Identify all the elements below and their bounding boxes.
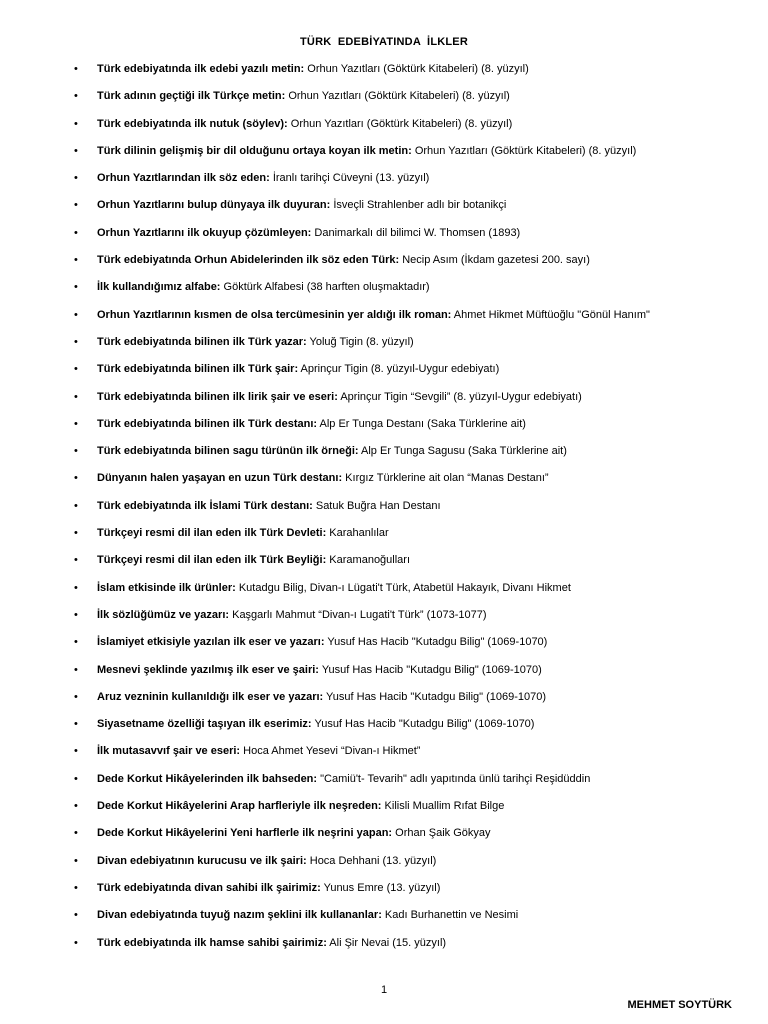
item-answer: Yusuf Has Hacib "Kutadgu Bilig" (1069-1070): [311, 718, 535, 731]
bullet-icon: •: [74, 690, 78, 703]
bullet-icon: •: [74, 254, 78, 267]
bullet-icon: •: [74, 499, 78, 512]
facts-list: [0, 62, 768, 963]
list-item: [0, 308, 768, 335]
list-item: [0, 799, 768, 826]
item-term: Türk edebiyatında ilk edebi yazılı metin:: [97, 63, 305, 75]
bullet-icon: •: [74, 363, 78, 376]
bullet-icon: •: [74, 881, 78, 894]
item-answer: Orhun Yazıtları (Göktürk Kitabeleri) (8. yüzyıl): [285, 90, 510, 103]
bullet-icon: •: [74, 417, 78, 430]
item-text: [97, 362, 499, 376]
item-text: [97, 471, 549, 485]
item-answer: Ali Şir Nevai (15. yüzyıl): [326, 936, 447, 949]
item-answer: Yusuf Has Hacib "Kutadgu Bilig" (1069-1070): [323, 690, 547, 703]
list-item: [0, 144, 768, 171]
list-item: [0, 826, 768, 853]
list-item: [0, 62, 768, 89]
item-term: Dede Korkut Hikâyelerini Yeni harflerle ilk neşrini yapan:: [97, 827, 393, 840]
item-text: [97, 717, 534, 731]
item-text: [97, 744, 420, 758]
bullet-icon: •: [74, 581, 78, 594]
item-text: [97, 89, 510, 103]
item-term: Aruz vezninin kullanıldığı ilk eser ve yazarı:: [97, 690, 324, 703]
list-item: [0, 198, 768, 225]
bullet-icon: •: [74, 636, 78, 649]
item-text: [97, 417, 526, 431]
item-term: Türk edebiyatında ilk nutuk (söylev):: [97, 117, 288, 130]
item-answer: Necip Asım (İkdam gazetesi 200. sayı): [399, 254, 590, 267]
bullet-icon: •: [74, 554, 78, 567]
bullet-icon: •: [74, 390, 78, 403]
list-item: [0, 744, 768, 771]
item-answer: İsveçli Strahlenber adlı bir botanikçi: [330, 199, 507, 212]
item-term: Türk edebiyatında ilk hamse sahibi şairimiz:: [97, 936, 327, 949]
item-text: [97, 117, 512, 131]
bullet-icon: •: [74, 445, 78, 458]
item-answer: "Camiü't- Tevarih" adlı yapıtında ünlü tarihçi Reşidüddin: [317, 772, 591, 785]
item-term: Türk adının geçtiği ilk Türkçe metin:: [97, 90, 286, 103]
item-term: Divan edebiyatında tuyuğ nazım şeklini ilk kullananlar:: [97, 909, 382, 922]
item-text: [97, 308, 650, 322]
list-item: [0, 253, 768, 280]
item-answer: Orhun Yazıtları (Göktürk Kitabeleri) (8. yüzyıl): [304, 63, 529, 75]
item-text: [97, 826, 491, 840]
list-item: [0, 280, 768, 307]
bullet-icon: •: [74, 226, 78, 239]
list-item: [0, 908, 768, 935]
list-item: [0, 390, 768, 417]
item-term: Türk edebiyatında Orhun Abidelerinden ilk söz eden Türk:: [97, 254, 400, 267]
item-term: Türk edebiyatında bilinen sagu türünün ilk örneği:: [97, 445, 359, 458]
item-answer: Yunus Emre (13. yüzyıl): [320, 881, 441, 894]
item-answer: Orhun Yazıtları (Göktürk Kitabeleri) (8. yüzyıl): [411, 144, 637, 157]
item-term: İlk sözlüğümüz ve yazarı:: [97, 608, 230, 621]
bullet-icon: •: [74, 827, 78, 840]
item-answer: Kırgız Türklerine ait olan “Manas Destanı”: [342, 472, 549, 485]
item-answer: Karahanlılar: [326, 527, 389, 540]
item-text: [97, 62, 529, 76]
item-text: [97, 663, 542, 677]
item-answer: Kutadgu Bilig, Divan-ı Lügati't Türk, Atabetül Hakayık, Divanı Hikmet: [235, 581, 571, 594]
bullet-icon: •: [74, 63, 78, 75]
item-term: Türkçeyi resmi dil ilan eden ilk Türk Devleti:: [97, 527, 327, 540]
item-text: [97, 390, 582, 404]
item-answer: Aprinçur Tigin “Sevgili” (8. yüzyıl-Uygur edebiyatı): [337, 390, 582, 403]
item-text: [97, 499, 441, 513]
page-title: TÜRK EDEBİYATINDA İLKLER: [300, 36, 468, 48]
list-item: [0, 854, 768, 881]
item-answer: Ahmet Hikmet Müftüoğlu "Gönül Hanım": [451, 308, 650, 321]
list-item: [0, 117, 768, 144]
item-term: İslam etkisinde ilk ürünler:: [97, 581, 236, 594]
item-answer: Hoca Dehhani (13. yüzyıl): [306, 854, 437, 867]
list-item: [0, 663, 768, 690]
page-number: 1: [380, 984, 388, 996]
item-term: Divan edebiyatının kurucusu ve ilk şairi:: [97, 854, 307, 867]
list-item: [0, 936, 768, 963]
item-answer: Karamanoğulları: [326, 554, 411, 567]
item-text: [97, 908, 518, 922]
item-term: Orhun Yazıtlarını bulup dünyaya ilk duyuran:: [97, 199, 331, 212]
list-item: [0, 772, 768, 799]
bullet-icon: •: [74, 90, 78, 103]
item-answer: Kaşgarlı Mahmut “Divan-ı Lugati't Türk” (1073-1077): [229, 608, 487, 621]
item-answer: Yusuf Has Hacib "Kutadgu Bilig" (1069-1070): [324, 636, 548, 649]
bullet-icon: •: [74, 117, 78, 130]
list-item: [0, 89, 768, 116]
item-answer: Aprinçur Tigin (8. yüzyıl-Uygur edebiyatı): [298, 363, 500, 376]
item-text: [97, 799, 504, 813]
item-text: [97, 608, 487, 622]
item-answer: Satuk Buğra Han Destanı: [312, 499, 441, 512]
item-answer: Alp Er Tunga Destanı (Saka Türklerine ait): [317, 417, 526, 430]
bullet-icon: •: [74, 172, 78, 185]
item-text: [97, 144, 636, 158]
item-term: İslamiyet etkisiyle yazılan ilk eser ve yazarı:: [97, 636, 325, 649]
list-item: [0, 471, 768, 498]
bullet-icon: •: [74, 745, 78, 758]
author-name: MEHMET SOYTÜRK: [627, 999, 732, 1011]
item-term: İlk kullandığımız alfabe:: [97, 281, 221, 294]
bullet-icon: •: [74, 663, 78, 676]
item-term: Orhun Yazıtlarından ilk söz eden:: [97, 172, 270, 185]
item-answer: Kilisli Muallim Rıfat Bilge: [381, 800, 505, 813]
item-term: Türk dilinin gelişmiş bir dil olduğunu ortaya koyan ilk metin:: [97, 144, 412, 157]
list-item: [0, 335, 768, 362]
bullet-icon: •: [74, 472, 78, 485]
item-answer: Yusuf Has Hacib "Kutadgu Bilig" (1069-1070): [318, 663, 542, 676]
bullet-icon: •: [74, 199, 78, 212]
list-item: [0, 444, 768, 471]
list-item: [0, 881, 768, 908]
item-term: Türkçeyi resmi dil ilan eden ilk Türk Beyliği:: [97, 554, 327, 567]
item-term: Orhun Yazıtlarını ilk okuyup çözümleyen:: [97, 226, 312, 239]
bullet-icon: •: [74, 936, 78, 949]
bullet-icon: •: [74, 909, 78, 922]
list-item: [0, 226, 768, 253]
item-term: Türk edebiyatında bilinen ilk Türk destanı:: [97, 417, 318, 430]
bullet-icon: •: [74, 772, 78, 785]
list-item: [0, 690, 768, 717]
bullet-icon: •: [74, 608, 78, 621]
item-text: [97, 253, 590, 267]
list-item: [0, 171, 768, 198]
item-text: [97, 772, 590, 786]
list-item: [0, 608, 768, 635]
item-answer: Yoluğ Tigin (8. yüzyıl): [306, 335, 414, 348]
list-item: [0, 362, 768, 389]
item-answer: Alp Er Tunga Sagusu (Saka Türklerine ait): [358, 445, 567, 458]
bullet-icon: •: [74, 527, 78, 540]
bullet-icon: •: [74, 718, 78, 731]
item-text: [97, 198, 506, 212]
list-item: [0, 717, 768, 744]
item-answer: Kadı Burhanettin ve Nesimi: [381, 909, 519, 922]
list-item: [0, 581, 768, 608]
list-item: [0, 499, 768, 526]
item-text: [97, 690, 546, 704]
bullet-icon: •: [74, 281, 78, 294]
item-answer: İranlı tarihçi Cüveyni (13. yüzyıl): [269, 172, 430, 185]
item-term: Mesnevi şeklinde yazılmış ilk eser ve şairi:: [97, 663, 319, 676]
list-item: [0, 635, 768, 662]
item-answer: Göktürk Alfabesi (38 harften oluşmaktadır): [220, 281, 430, 294]
item-term: Türk edebiyatında bilinen ilk Türk yazar:: [97, 335, 307, 348]
bullet-icon: •: [74, 144, 78, 157]
item-text: [97, 171, 429, 185]
list-item: [0, 417, 768, 444]
item-text: [97, 335, 414, 349]
list-item: [0, 526, 768, 553]
item-term: Orhun Yazıtlarının kısmen de olsa tercümesinin yer aldığı ilk roman:: [97, 308, 452, 321]
bullet-icon: •: [74, 335, 78, 348]
bullet-icon: •: [74, 854, 78, 867]
item-term: Türk edebiyatında bilinen ilk Türk şair:: [97, 363, 299, 376]
item-text: [97, 581, 571, 595]
item-text: [97, 854, 436, 868]
item-term: Dünyanın halen yaşayan en uzun Türk destanı:: [97, 472, 343, 485]
item-text: [97, 881, 440, 895]
item-term: Türk edebiyatında ilk İslami Türk destanı:: [97, 499, 313, 512]
item-text: [97, 226, 520, 240]
item-term: Dede Korkut Hikâyelerinden ilk bahseden:: [97, 772, 318, 785]
item-term: Siyasetname özelliği taşıyan ilk eserimiz:: [97, 718, 312, 731]
item-text: [97, 936, 446, 950]
list-item: [0, 553, 768, 580]
item-answer: Danimarkalı dil bilimci W. Thomsen (1893): [311, 226, 521, 239]
item-text: [97, 444, 567, 458]
item-term: Türk edebiyatında bilinen ilk lirik şair ve eseri:: [97, 390, 338, 403]
item-answer: Hoca Ahmet Yesevi “Divan-ı Hikmet”: [240, 745, 421, 758]
item-text: [97, 280, 430, 294]
item-term: Dede Korkut Hikâyelerini Arap harfleriyle ilk neşreden:: [97, 800, 382, 813]
bullet-icon: •: [74, 308, 78, 321]
item-text: [97, 635, 547, 649]
item-term: Türk edebiyatında divan sahibi ilk şairimiz:: [97, 881, 321, 894]
item-text: [97, 526, 389, 540]
item-answer: Orhun Yazıtları (Göktürk Kitabeleri) (8. yüzyıl): [287, 117, 513, 130]
item-term: İlk mutasavvıf şair ve eseri:: [97, 745, 241, 758]
item-text: [97, 553, 410, 567]
item-answer: Orhan Şaik Gökyay: [392, 827, 491, 840]
bullet-icon: •: [74, 800, 78, 813]
